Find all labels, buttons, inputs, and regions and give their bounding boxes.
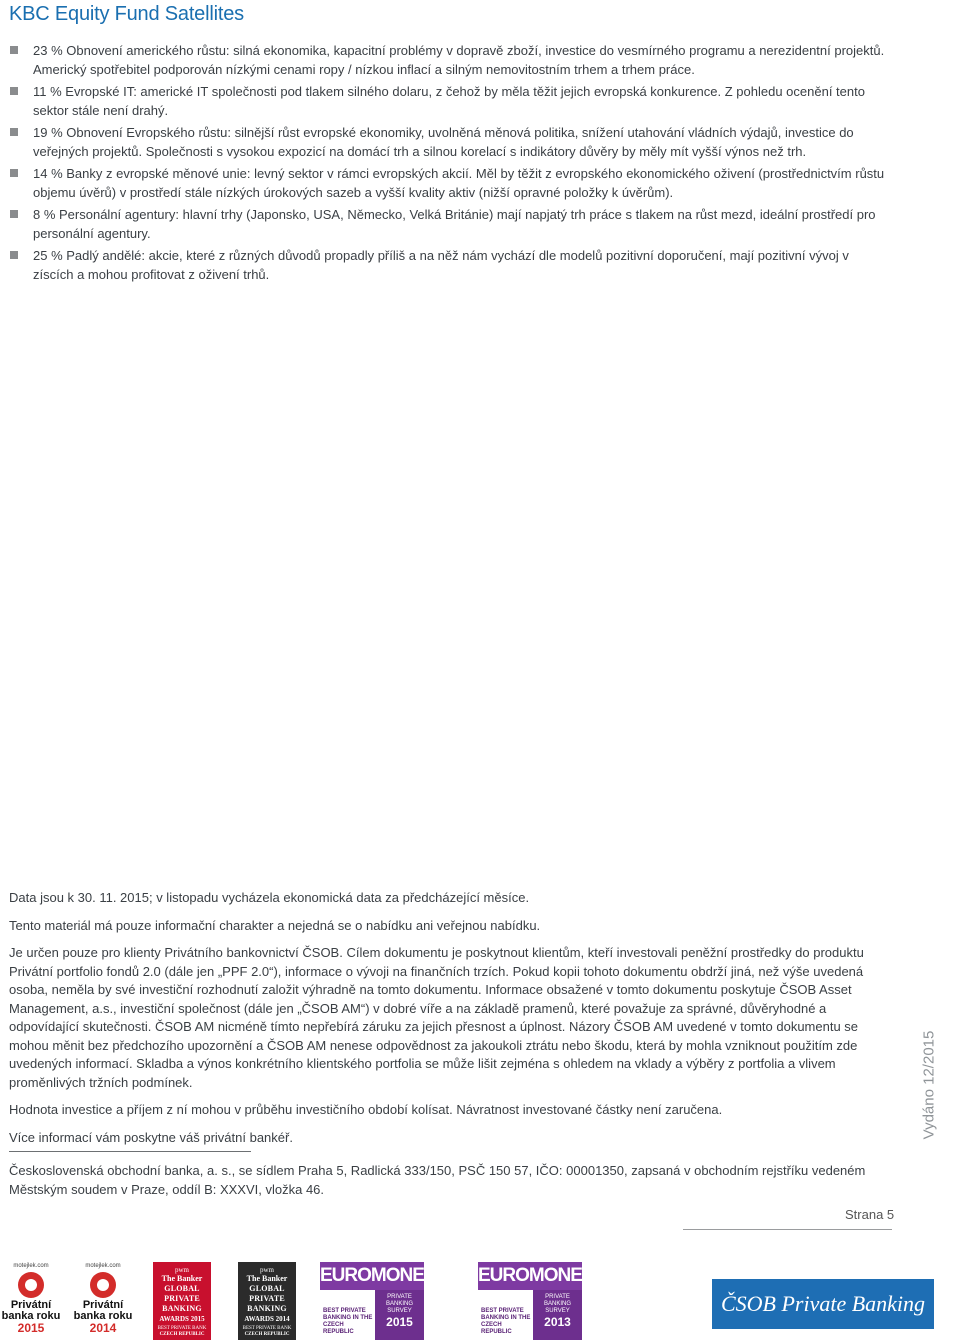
list-item [10, 246, 890, 284]
euromoney-logo: EUROMONEY [320, 1262, 424, 1290]
list-item [10, 82, 890, 120]
award-line: Privátní [82, 1299, 124, 1311]
list-item [10, 123, 890, 161]
award-line: PRIVATE [164, 1294, 200, 1303]
awards-strip [0, 1262, 960, 1342]
moneta-award-2015 [0, 1262, 62, 1342]
award-line: GLOBAL [164, 1284, 200, 1293]
bullet-text: 25 % Padlý andělé: akcie, které z různých důvodů propadly příliš a na něž nám vychází dle modelů pozitivní doporučení, mají pozitivní vývoj v zíscích a mohou profitovat z oživení trhů. [33, 248, 849, 282]
banker-logo: The Banker [161, 1274, 203, 1283]
moneta-ring-icon [90, 1272, 116, 1298]
award-category: BEST PRIVATE BANKING IN THE CZECH REPUBLIC [478, 1290, 533, 1340]
pwm-logo: pwm [260, 1266, 274, 1274]
page-title: KBC Equity Fund Satellites [9, 3, 244, 25]
bullet-square-icon [10, 46, 18, 54]
award-line: SURVEY [545, 1308, 570, 1314]
list-item [10, 41, 890, 79]
award-category: BEST PRIVATE BANK [157, 1326, 207, 1331]
award-category: BEST PRIVATE BANK [242, 1326, 292, 1331]
list-item [10, 164, 890, 202]
moneta-ring-icon [18, 1272, 44, 1298]
award-year: AWARDS 2015 [159, 1315, 205, 1323]
award-year: 2015 [17, 1321, 45, 1335]
euromoney-logo: EUROMONEY [478, 1262, 582, 1290]
issued-date: Vydáno 12/2015 [920, 1030, 938, 1140]
banker-award-2015 [153, 1262, 211, 1340]
bullet-text: 23 % Obnovení amerického růstu: silná ekonomika, kapacitní problémy v dopravě zboží, investice do vesmírného programu a nerezidentní projektů. Americký spotřebitel podporován nízkými cenami ropy / nízkou inflací a silným nemovitostním trhem a trhem práce. [33, 43, 885, 77]
award-line: PRIVATE [249, 1294, 285, 1303]
banker-logo: The Banker [246, 1274, 288, 1283]
holdings-list [10, 41, 890, 287]
bank-info: Československá obchodní banka, a. s., se sídlem Praha 5, Radlická 333/150, PSČ 150 57, IČO: 00001350, zapsaná v obchodním rejstříku vedeném Městským soudem v Praze, oddíl B: XXXVI, vložka 46. [9, 1163, 866, 1197]
bullet-square-icon [10, 87, 18, 95]
disclaimer [9, 889, 899, 1156]
banker-award-2014 [238, 1262, 296, 1340]
award-line: BANKING [247, 1304, 287, 1313]
moneta-logo: motejlek.com [85, 1263, 121, 1269]
page-number: Strana 5 [845, 1207, 895, 1222]
list-item [10, 205, 890, 243]
bullet-text: 11 % Evropské IT: americké IT společnosti pod tlakem silného dolaru, z čehož by měla těžit jejich evropská konkurence. Z pohledu ocenění tento sektor stále není drahý. [33, 84, 865, 118]
contact-note: Více informací vám poskytne váš privátní bankéř. [9, 1129, 293, 1145]
award-year: 2015 [386, 1315, 413, 1329]
award-year: AWARDS 2014 [244, 1315, 290, 1323]
info-only-note: Tento materiál má pouze informační charakter a nejedná se o nabídku ani veřejnou nabídku. [9, 917, 541, 933]
risk-note: Hodnota investice a příjem z ní mohou v průběhu investičního období kolísat. Návratnost investované částky není zaručena. [9, 1102, 723, 1117]
award-line: BANKING [162, 1304, 202, 1313]
award-line: banka roku [1, 1310, 61, 1322]
csob-private-banking-logo [712, 1279, 934, 1329]
award-country: CZECH REPUBLIC [159, 1332, 205, 1337]
award-year: 2013 [544, 1315, 571, 1329]
award-line: SURVEY [387, 1308, 412, 1314]
award-country: CZECH REPUBLIC [244, 1332, 290, 1337]
bullet-text: 14 % Banky z evropské měnové unie: levný sektor v rámci evropských akcií. Měl by těžit z evropského ekonomického oživení (prostřednictvím růstu objemu úvěrů) v prostředí stále nízkých úrokových sazeb a vyšší kvality aktiv (nižší opravné položky k úvěrům). [33, 166, 885, 200]
euromoney-award-2015 [320, 1262, 436, 1340]
euromoney-award-2013 [478, 1262, 594, 1340]
bullet-text: 19 % Obnovení Evropského růstu: silnější růst evropské ekonomiky, uvolněná měnová politika, snížení utahování vládních výdajů, investice do veřejných projektů. Společnosti s vysokou expozicí na domácí trh a silnou korelací s indikátory důvěry by měly mít vyšší výnos než trh. [33, 125, 854, 159]
award-category: BEST PRIVATE BANKING IN THE CZECH REPUBLIC [320, 1290, 375, 1340]
logo-text: ČSOB Private Banking [720, 1291, 926, 1316]
bullet-square-icon [10, 128, 18, 136]
disclaimer-main: Je určen pouze pro klienty Privátního bankovnictví ČSOB. Cílem dokumentu je poskytnout klientům, kteří investovali peněžní prostředky do produktu Privátní portfolio fondů 2.0 (dále jen „PPF 2.0“), informace o vývoji na finančních trzích. Pokud kopii tohoto dokumentu obdrží jiná, než výše uvedená osoba, neměla by své investiční rozhodnutí založit výhradně na tomto dokumentu. Informace obsažené v tomto dokumentu poskytuje ČSOB Asset Management, a.s., investiční společnost (dále jen „ČSOB AM“) v dobré víře a na základě pramenů, které považuje za správné, důvěryhodné a odpovídající skutečnosti. ČSOB AM nicméně tímto nepřebírá záruku za jejich přesnost a úplnost. Názory ČSOB AM uvedené v tomto dokumentu se mohou měnit bez předchozího upozornění a ČSOB AM nenese odpovědnost za jakoukoli ztrátu nebo škodu, která by mohla vzniknout použitím zde uvedených informací. Skladba a výnos konkrétního klientského portfolia se může lišit zejména s ohledem na vklady a výběry z portfolia a vlivem proměnlivých tržních podmínek. [9, 945, 864, 1090]
award-line: PRIVATE BANKING [385, 1294, 413, 1307]
moneta-logo: motejlek.com [13, 1263, 49, 1269]
award-line: GLOBAL [249, 1284, 285, 1293]
award-year: 2014 [89, 1321, 117, 1335]
award-line: PRIVATE BANKING [543, 1294, 571, 1307]
footnote-divider [9, 1151, 251, 1152]
bullet-square-icon [10, 251, 18, 259]
award-line: banka roku [73, 1310, 133, 1322]
data-date-note: Data jsou k 30. 11. 2015; v listopadu vycházela ekonomická data za předcházející měsíce. [9, 890, 530, 905]
moneta-award-2014 [72, 1262, 134, 1342]
pwm-logo: pwm [175, 1266, 189, 1274]
award-line: Privátní [10, 1299, 52, 1311]
page-number-divider [683, 1229, 892, 1230]
bullet-text: 8 % Personální agentury: hlavní trhy (Japonsko, USA, Německo, Velká Británie) mají napjatý trh práce s tlakem na růst mezd, ideální prostředí pro personální agentury. [33, 207, 876, 241]
bullet-square-icon [10, 210, 18, 218]
bullet-square-icon [10, 169, 18, 177]
